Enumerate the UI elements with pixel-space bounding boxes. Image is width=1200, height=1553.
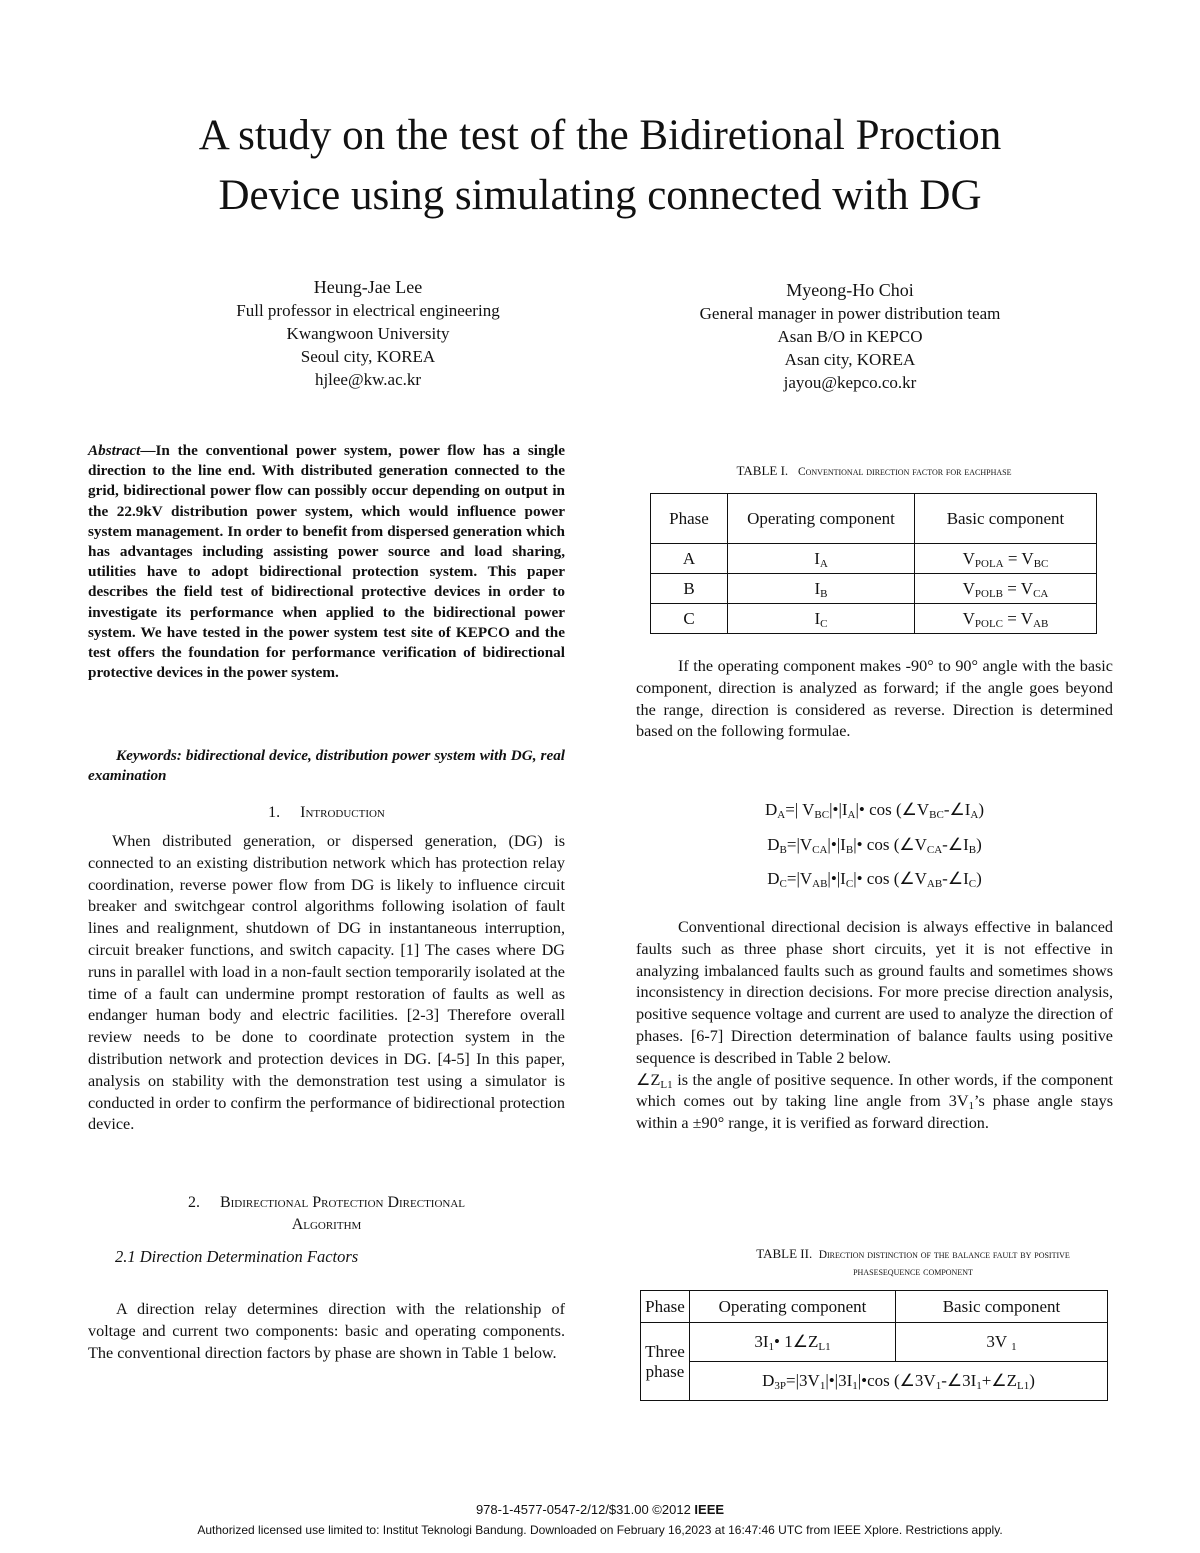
cell-phase: A [651,544,728,574]
section-heading-introduction [88,802,565,824]
direction-analysis-paragraph: If the operating component makes -90° to 90° angle with the basic component, direction is analyzed as forward; if the angle goes beyond the range, direction is considered as reverse. Direction is determined based on the following formulae. [636,657,1113,741]
table1-caption [650,463,1098,480]
table-header-row [641,1291,1108,1323]
author-affiliation: Asan B/O in KEPCO [777,327,923,346]
footer-license: Authorized licensed use limited to: Institut Teknologi Bandung. Downloaded on February 16,2023 at 16:47:46 UTC from IEEE Xplore. Restrictions apply. [197,1523,1003,1537]
table1 [650,493,1097,634]
formula-db: $D_B=|V_{CA}|•|I_B|•$ $\cos (\angle V_{CA}-\angle I_B)$ [767,835,982,856]
footer-isbn: 978-1-4577-0547-2/12/$31.00 ©2012 IEEE [475,1502,725,1517]
keywords-label: Keywords: [116,747,182,764]
section-number: 1. [268,804,281,821]
author-block-2 [640,279,1060,394]
cell-basic: $V_{POLB} = V_{CA}$ [915,574,1097,604]
ieee-mark: IEEE [694,1502,725,1517]
author-name: Heung-Jae Lee [313,277,423,297]
author-location: Asan city, KOREA [784,350,916,369]
table2 [640,1290,1108,1401]
paper-title [0,106,1200,226]
table-number: TABLE II. [756,1246,813,1261]
header-cell: Operating component [728,494,915,544]
header-cell: Phase [641,1291,690,1323]
section2-paragraph: A direction relay determines direction with the relationship of voltage and current two components: basic and operating components. The conventional direction factors by phase are shown in Table 1 below. [88,1300,565,1362]
abstract [88,441,565,683]
table-header-row [651,494,1097,544]
table-row [641,1323,1108,1362]
keywords-text: bidirectional device, distribution power system with DG, real examination [88,747,566,785]
title-line-1: A study on the test of the Bidiretional Proction [198,112,1002,159]
section-title: Introduction [300,804,385,821]
header-cell: Basic component [896,1291,1108,1323]
table-row [651,544,1097,574]
subsection-heading: 2.1 Direction Determination Factors [115,1247,359,1266]
conventional-decision-paragraph: Conventional directional decision is always effective in balanced faults such as three phase short circuits, yet it is not effective in analyzing imbalanced faults such as ground faults and sometimes shows inconsistency in direction decisions. For more precise direction analysis, positive sequence voltage and current are used to analyze the direction of phases. [6-7] Direction determination of balance faults using positive sequence is described in Table 2 below. $\angle Z_{L1}$ is the angle of positive sequence. In other words, if the component which comes out by taking line angle from $3V_1’s$ phase angle stays within a ±90° range, it is verified as forward direction. [636,918,1113,1133]
header-cell: Basic component [915,494,1097,544]
formula-da: $D_A=|$ $V_{BC}|•|I_A|•$ $\cos (\angle V_{BC}-\angle I_A)$ [764,800,985,821]
cell-operating: $3I_1•$ $1\angle Z_{L1}$ [690,1323,896,1362]
cell-direction-formula: $D_{3P}=|3V_1|•|3I_1|•\cos$ $(\angle 3V_1-\angle 3I_1+\angle Z_{L1})$ [690,1362,1108,1401]
table-row [651,604,1097,634]
header-cell: Phase [651,494,728,544]
author-block-1 [158,276,578,391]
introduction-paragraph: When distributed generation, or dispersed generation, (DG) is connected to an existing distribution network which has protection relay coordination, reverse power flow from DG is likely to influence circuit breaker and switchgear control algorithms following isolation of fault lines and realignment, shutdown of DG in instantaneous interruption, circuit breaker functions, and switch capacity. [1] The cases where DG runs in parallel with load in a non-fault section temporarily isolated at the time of a fault can undermine prompt restoration of faults as well as endanger human body and electric facilities. [2-3] Therefore overall review needs to be done to coordinate protection system in the distribution network and protection devices in DG. [4-5] In this paper, analysis on stability with the demonstration test using a simulator is conducted in order to confirm the performance of bidirectional protection device. [88,832,565,1134]
cell-phase: C [651,604,728,634]
table2-caption [636,1246,1190,1280]
header-cell: Operating component [690,1291,896,1323]
abstract-text: —In the conventional power system, power flow has a single direction to the line end. With distributed generation connected to the grid, bidirectional power flow can possibly occur depending on output in the 22.9kV distribution power system, which would influence power system management. In order to benefit from dispersed generation which has advantages including assisting power source and load sharing, utilities have to adopt bidirectional protection system. This paper describes the field test of bidirectional protective devices in order to investigate its performance when applied to the bidirectional power system. We have tested in the power system test site of KEPCO and the test offers the foundation for performance verification of bidirectional protective devices in the power system. [88,442,565,682]
table-row [651,574,1097,604]
formula-dc: $D_C=|V_{AB}|•|I_C|•$ $\cos (\angle V_{AB}-\angle I_C)$ [767,869,982,890]
section-title: Bidirectional Protection Directional [219,1194,466,1211]
cell-basic: $V_{POLC} = V_{AB}$ [915,604,1097,634]
table-row [641,1362,1108,1401]
author-email: jayou@kepco.co.kr [783,373,917,392]
cell-operating: $I_B$ [728,574,915,604]
author-affiliation: Kwangwoon University [286,324,450,343]
author-position: General manager in power distribution team [699,304,1001,323]
table-number: TABLE I. [736,463,789,478]
abstract-label: Abstract [88,442,141,459]
table-caption-text-cont: phasesequence component [853,1266,973,1278]
author-position: Full professor in electrical engineering [236,301,500,320]
cell-basic: $V_{POLA} = V_{BC}$ [915,544,1097,574]
title-line-2: Device using simulating connected with DG [218,172,982,219]
cell-phase: B [651,574,728,604]
section-heading-algorithm [88,1192,565,1236]
table-caption-text: Direction distinction of the balance fault by positive [818,1249,1070,1261]
author-email: hjlee@kw.ac.kr [314,370,422,389]
section-title-cont: Algorithm [291,1216,362,1233]
cell-operating: $I_C$ [728,604,915,634]
cell-phase: Three phase [641,1323,690,1401]
author-name: Myeong-Ho Choi [786,280,914,300]
author-location: Seoul city, KOREA [300,347,436,366]
keywords [88,746,565,786]
table-caption-text: Conventional direction factor for eachphase [797,466,1012,478]
section-number: 2. [187,1194,200,1211]
cell-operating: $I_A$ [728,544,915,574]
cell-basic: 3V $_1$ [896,1323,1108,1362]
